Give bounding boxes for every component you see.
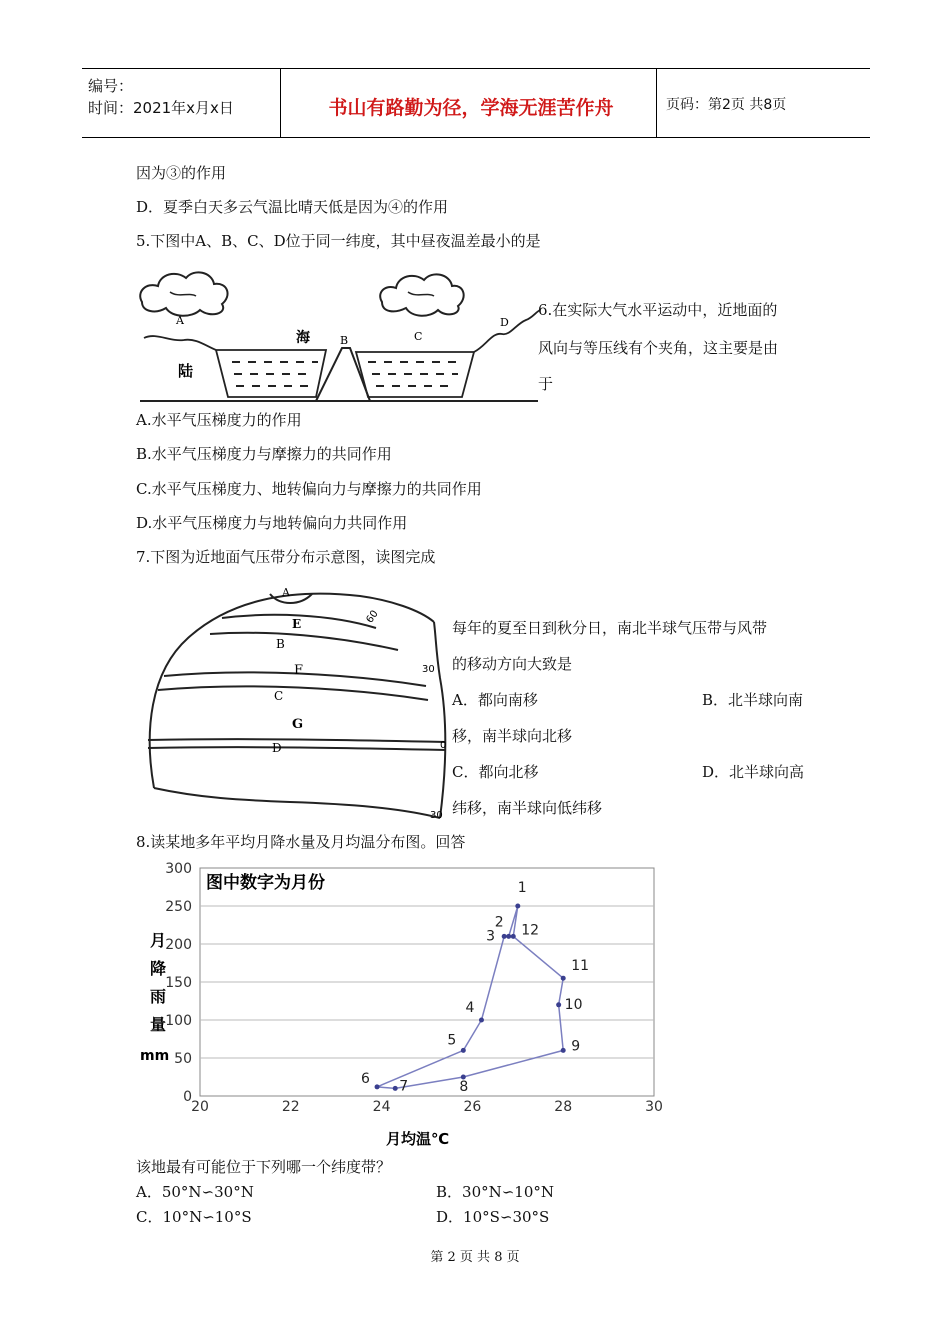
data-point [393, 1086, 398, 1091]
point-label: 7 [399, 1078, 409, 1095]
point-label: 1 [517, 880, 527, 896]
q6-stem-line2: 风向与等压线有个夹角，这主要是由 [538, 339, 779, 357]
label-sea: 海 [296, 330, 310, 346]
header-motto: 书山有路勤为径，学海无涯苦作舟 [328, 97, 614, 119]
y-label-unit: mm [140, 1048, 170, 1064]
label-d: D [272, 741, 282, 755]
header-divider [280, 69, 281, 137]
x-tick-label: 22 [281, 1099, 300, 1115]
point-label: 8 [459, 1079, 469, 1095]
q6-option-a: A.水平气压梯度力的作用 [136, 411, 302, 429]
gridlines [200, 906, 654, 1058]
latitude-60: 60 [364, 608, 381, 626]
q7-option-d: D．北半球向高 [702, 763, 805, 781]
q7-stem: 7.下图为近地面气压带分布示意图，读图完成 [136, 548, 436, 566]
label-c: C [274, 689, 284, 703]
latitude-30: 30 [422, 664, 435, 675]
q6-option-c: C.水平气压梯度力、地转偏向力与摩擦力的共同作用 [136, 480, 482, 498]
q7-question-line1: 每年的夏至日到秋分日，南北半球气压带与风带 [452, 619, 768, 637]
q6-stem-line1: 6.在实际大气水平运动中，近地面的 [538, 301, 778, 319]
q7-option-b: B．北半球向南 [702, 691, 804, 709]
y-tick-label: 200 [165, 937, 192, 953]
y-label-char: 月 [150, 931, 167, 950]
q8-question: 该地最有可能位于下列哪一个纬度带？ [136, 1158, 392, 1176]
x-tick-label: 24 [372, 1099, 391, 1115]
x-tick-label: 30 [645, 1099, 663, 1115]
q7-option-c: C．都向北移 [452, 763, 539, 781]
y-label-char: 降 [150, 959, 167, 978]
chart-title: 图中数字为月份 [206, 873, 325, 893]
label-g: G [292, 717, 304, 732]
label-land: 陆 [178, 362, 194, 380]
data-point [502, 934, 507, 939]
header-left [88, 75, 234, 119]
data-point [511, 934, 516, 939]
label-c: C [414, 330, 423, 343]
x-tick-label: 20 [191, 1099, 209, 1115]
climate-scatter-chart [136, 850, 666, 1150]
q8-option-d: D．10°S∽30°S [436, 1208, 550, 1226]
q8-option-b: B．30°N∽10°N [436, 1183, 555, 1201]
q8-option-a: A．50°N∽30°N [136, 1183, 254, 1201]
label-b: B [340, 334, 349, 347]
data-point [556, 1002, 561, 1007]
data-point [461, 1048, 466, 1053]
q8-stem: 8.读某地多年平均月降水量及月均温分布图。回答 [136, 833, 466, 851]
y-tick-label: 150 [165, 975, 192, 991]
header-divider [656, 69, 657, 137]
label-f: F [294, 663, 304, 678]
data-point [515, 904, 520, 909]
y-tick-label: 250 [165, 899, 192, 915]
q6-option-d: D.水平气压梯度力与地转偏向力共同作用 [136, 514, 408, 532]
data-point [375, 1084, 380, 1089]
y-tick-labels [165, 861, 192, 1105]
label-d: D [500, 316, 509, 329]
y-label-char: 雨 [150, 987, 167, 1006]
label-a: A [176, 314, 184, 327]
q6-stem-line3: 于 [538, 375, 554, 393]
x-tick-labels [191, 1099, 663, 1115]
number-label: 编号： [88, 77, 134, 95]
y-label-char: 量 [150, 1015, 167, 1034]
q5-figure [136, 262, 542, 410]
x-tick-label: 26 [463, 1099, 482, 1115]
q6-option-b: B.水平气压梯度力与摩擦力的共同作用 [136, 445, 392, 463]
q5-stem: 5.下图中A、B、C、D位于同一纬度，其中昼夜温差最小的是 [136, 232, 541, 250]
q4-option-d: D．夏季白天多云气温比晴天低是因为④的作用 [136, 198, 449, 216]
x-axis-label: 月均温℃ [386, 1130, 450, 1148]
page-footer: 第 2 页 共 8 页 [430, 1250, 520, 1265]
page-header [82, 68, 870, 138]
label-a: A [282, 586, 290, 599]
q7-option-b-cont: 移，南半球向北移 [452, 727, 573, 745]
q7-figure [140, 582, 450, 822]
time-label: 时间：2021年x月x日 [88, 99, 234, 117]
point-label: 3 [486, 928, 496, 945]
x-tick-label: 28 [554, 1099, 573, 1115]
y-tick-label: 0 [183, 1089, 192, 1105]
label-e: E [292, 617, 302, 631]
y-tick-label: 50 [174, 1051, 192, 1067]
point-label: 6 [361, 1070, 370, 1087]
latitude-0: 0 [440, 740, 447, 751]
q7-option-a: A．都向南移 [452, 691, 538, 709]
y-tick-label: 100 [165, 1013, 192, 1029]
point-label: 10 [564, 996, 583, 1013]
data-point [479, 1018, 484, 1023]
point-label: 12 [521, 922, 540, 939]
q7-option-d-cont: 纬移，南半球向低纬移 [452, 799, 603, 817]
q8-option-c: C．10°N∽10°S [136, 1208, 252, 1226]
data-point [561, 976, 566, 981]
data-point [506, 934, 511, 939]
header-page-number: 页码：第2页 共8页 [666, 97, 787, 113]
point-label: 5 [447, 1032, 457, 1049]
point-label: 2 [494, 914, 504, 931]
q7-question-line2: 的移动方向大致是 [452, 655, 573, 673]
point-label: 9 [571, 1038, 581, 1055]
label-b: B [276, 637, 285, 651]
q4-line: 因为③的作用 [136, 164, 227, 182]
data-points [361, 880, 589, 1095]
data-point [561, 1048, 566, 1053]
point-label: 4 [465, 1000, 475, 1016]
latitude-30s: 30 [430, 810, 443, 821]
point-label: 11 [571, 958, 590, 975]
y-tick-label: 300 [165, 861, 192, 877]
